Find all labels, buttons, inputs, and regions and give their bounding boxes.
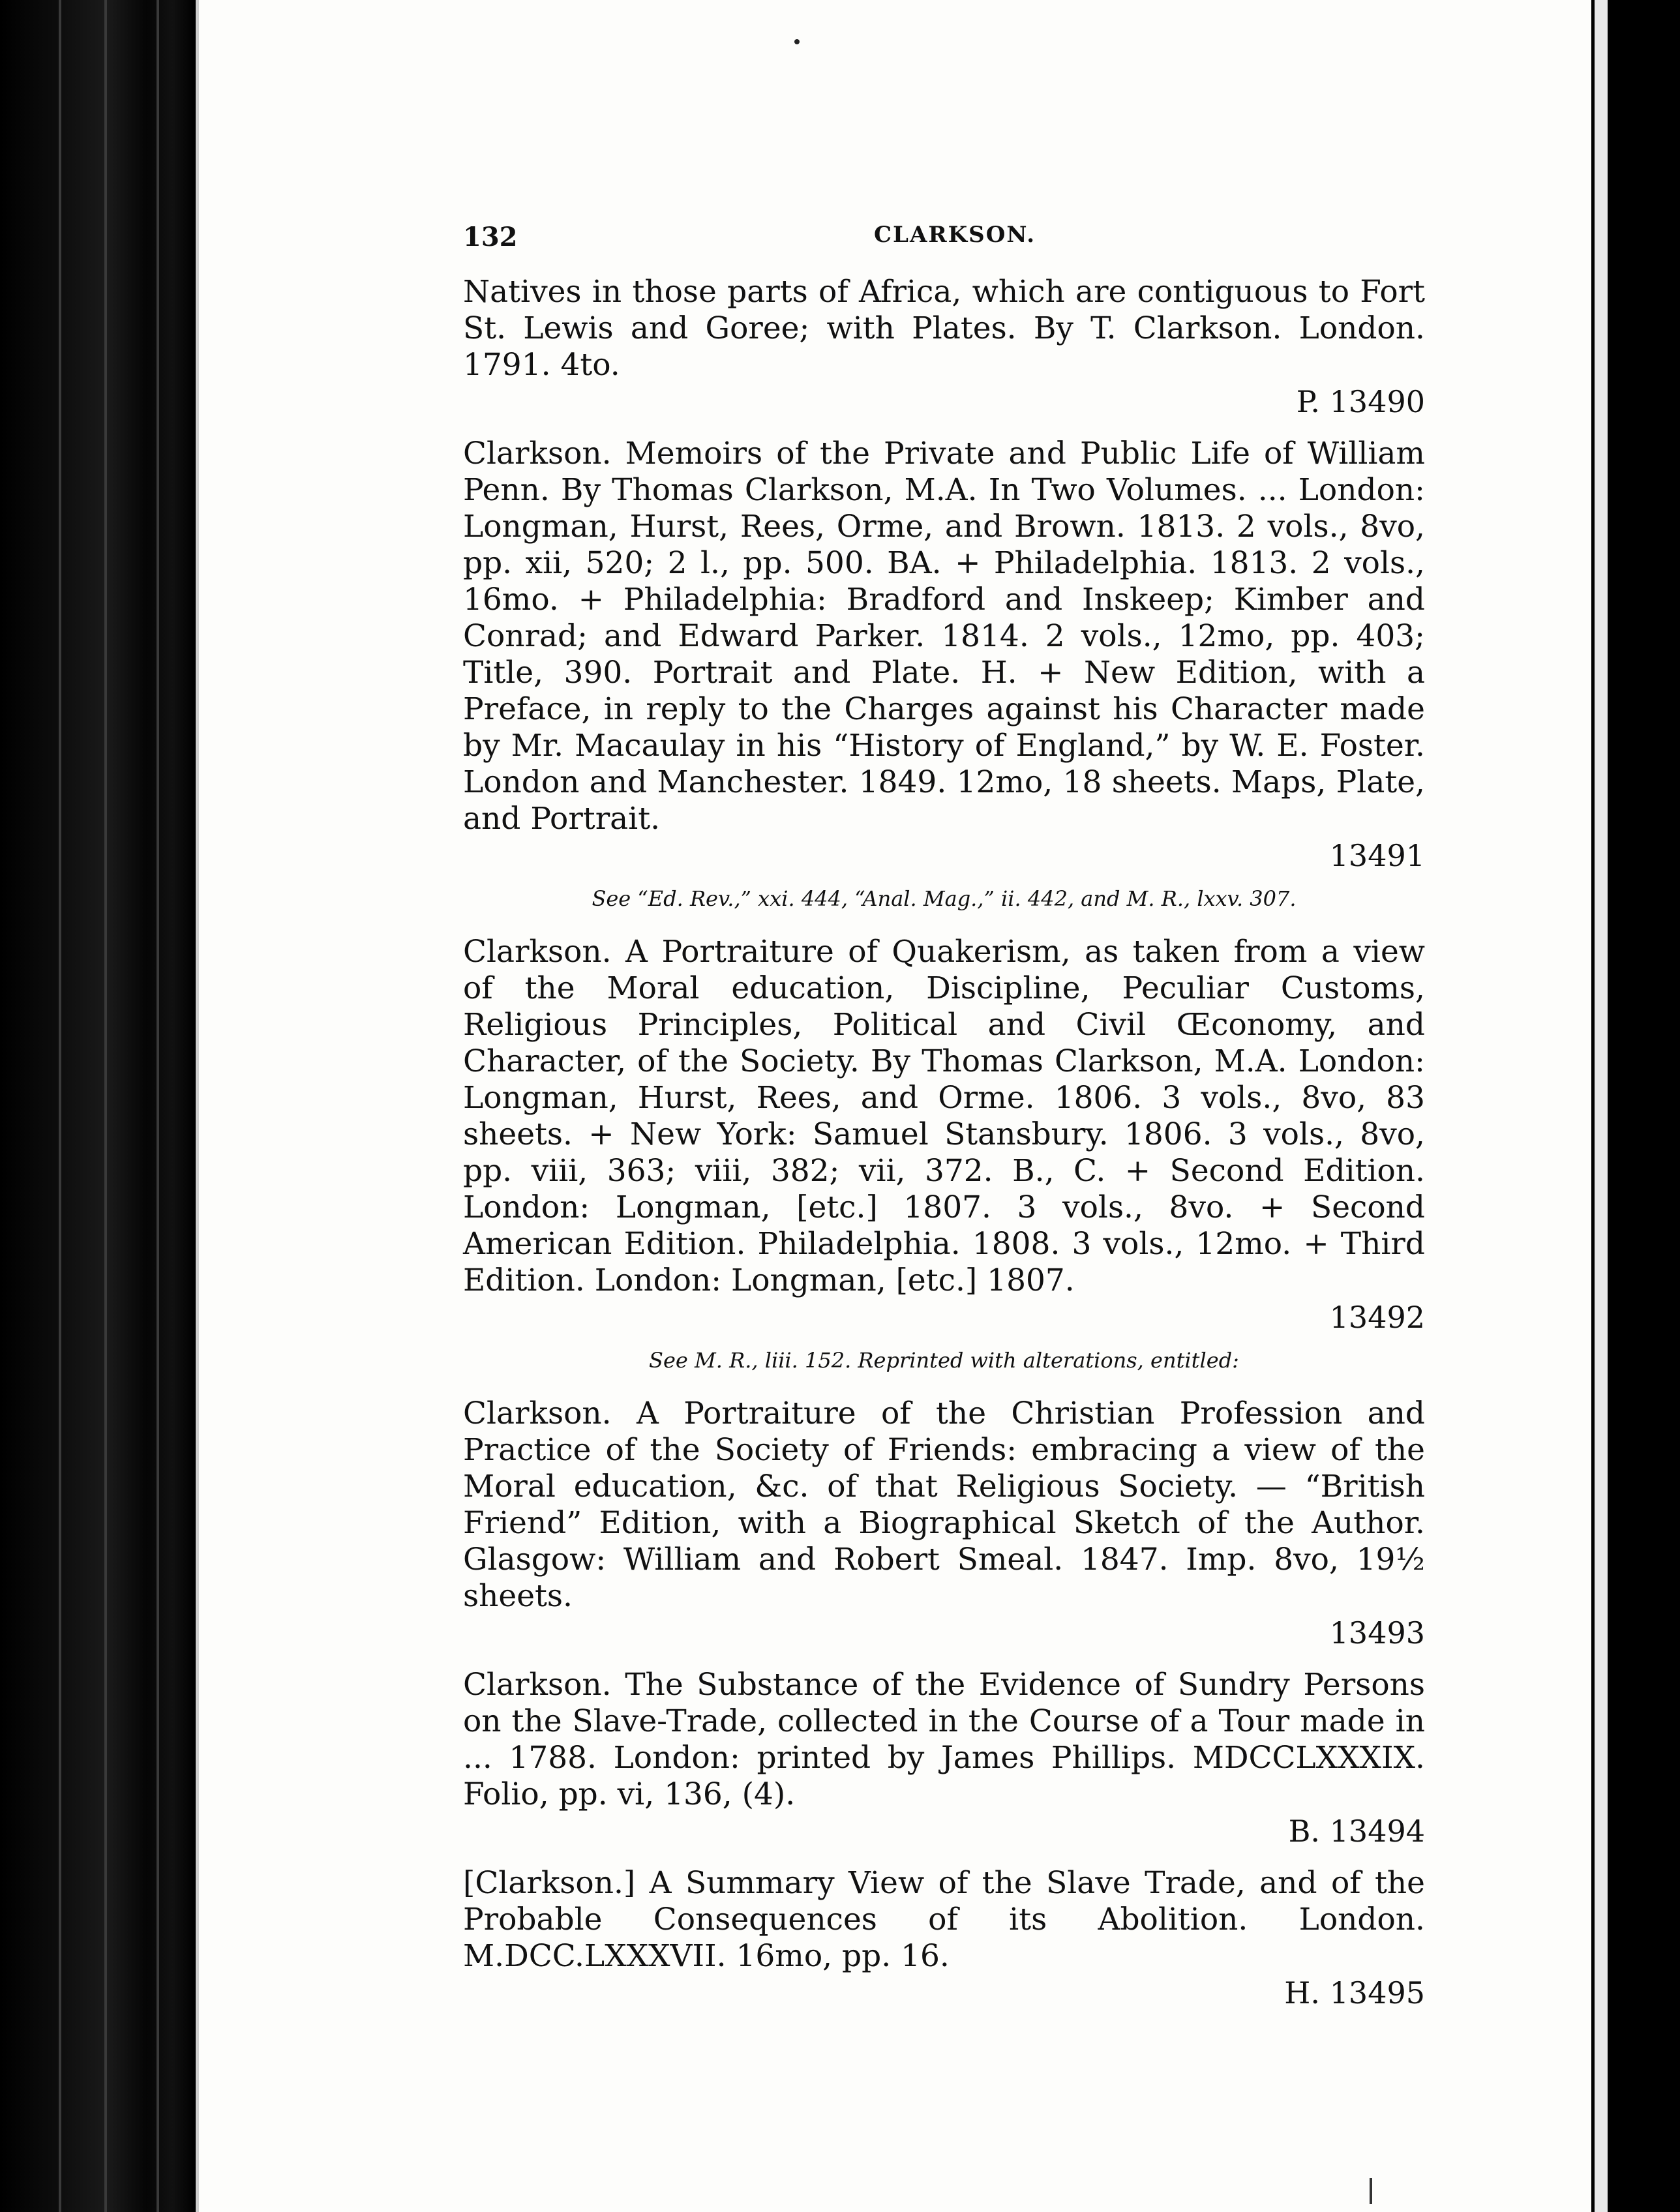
catalog-entry	[463, 436, 1425, 874]
book-spine	[0, 0, 196, 2212]
page-header	[463, 222, 1425, 274]
entry-text: Natives in those parts of Africa, which are contiguous to Fort St. Lewis and Goree; with Plates. By T. Clarkson. London. 1791. 4to.	[463, 274, 1425, 383]
entry-text: [Clarkson.] A Summary View of the Slave Trade, and of the Probable Consequences of its Abolition. London. M.DCC.LXXXVII. 16mo, pp. 16.	[463, 1865, 1425, 1974]
spine-line	[157, 0, 159, 2212]
entry-text: Clarkson. A Portraiture of Quakerism, as taken from a view of the Moral education, Discipline, Peculiar Customs, Religious Principles, Political and Civil Œconomy, and Character, of the Society. By Thomas Clarkson, M.A. London: Longman, Hurst, Rees, and Orme. 1806. 3 vols., 8vo, 83 sheets. + New York: Samuel Stansbury. 1806. 3 vols., 8vo, pp. viii, 363; viii, 382; vii, 372. B., C. + Second Edition. London: Longman, [etc.] 1807. 3 vols., 8vo. + Second American Edition. Philadelphia. 1808. 3 vols., 12mo. + Third Edition. London: Longman, [etc.] 1807.	[463, 934, 1425, 1298]
entry-note: See M. R., liii. 152. Reprinted with alterations, entitled:	[649, 1348, 1239, 1373]
running-title: CLARKSON.	[874, 222, 1036, 248]
catalog-entry	[463, 1865, 1425, 2011]
catalog-entry	[463, 1396, 1425, 1651]
next-page-edge	[1595, 0, 1608, 2212]
entry-number: H. 13495	[1284, 1975, 1425, 2010]
spine-line	[104, 0, 107, 2212]
catalog-entry	[463, 274, 1425, 420]
entry-number: 13491	[1329, 838, 1425, 873]
entry-text: Clarkson. A Portraiture of the Christian Profession and Practice of the Society of Friends: embracing a view of the Moral education, &c. of that Religious Society. — “British Friend” Edition, with a Biographical Sketch of the Author. Glasgow: William and Robert Smeal. 1847. Imp. 8vo, 19½ sheets.	[463, 1396, 1425, 1614]
catalog-entry	[463, 1667, 1425, 1849]
ink-mark	[1370, 2178, 1372, 2204]
ink-dot	[794, 39, 800, 44]
entry-number: 13493	[1329, 1615, 1425, 1651]
entry-number: B. 13494	[1288, 1814, 1425, 1849]
page-number: 132	[463, 222, 518, 252]
catalog-text	[463, 222, 1425, 2027]
catalog-entry	[463, 934, 1425, 1336]
entry-number: P. 13490	[1296, 384, 1425, 419]
entry-number: 13492	[1329, 1300, 1425, 1335]
entry-text: Clarkson. The Substance of the Evidence of Sundry Persons on the Slave-Trade, collected in the Course of a Tour made in ... 1788. London: printed by James Phillips. MDCCLXXXIX. Folio, pp. vi, 136, (4).	[463, 1667, 1425, 1812]
entry-note: See “Ed. Rev.,” xxi. 444, “Anal. Mag.,” ii. 442, and M. R., lxxv. 307.	[592, 886, 1297, 911]
entry-text: Clarkson. Memoirs of the Private and Public Life of William Penn. By Thomas Clarkson, M.A. In Two Volumes. ... London: Longman, Hurst, Rees, Orme, and Brown. 1813. 2 vols., 8vo, pp. xii, 520; 2 l., pp. 500. BA. + Philadelphia. 1813. 2 vols., 16mo. + Philadelphia: Bradford and Inskeep; Kimber and Conrad; and Edward Parker. 1814. 2 vols., 12mo, pp. 403; Title, 390. Portrait and Plate. H. + New Edition, with a Preface, in reply to the Charges against his Character made by Mr. Macaulay in his “History of England,” by W. E. Foster. London and Manchester. 1849. 12mo, 18 sheets. Maps, Plate, and Portrait.	[463, 436, 1425, 837]
spine-line	[59, 0, 61, 2212]
